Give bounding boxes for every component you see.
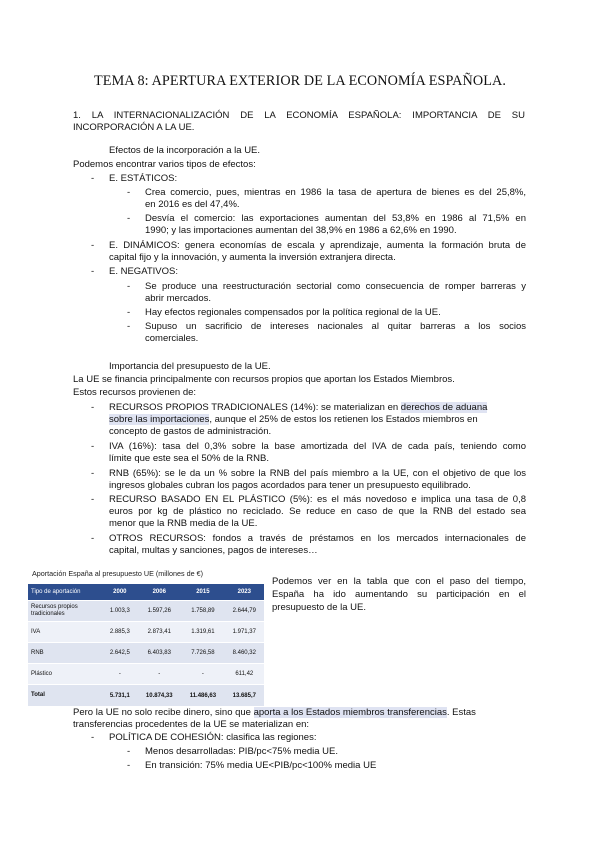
budget-intro-2: Estos recursos provienen de: [73, 387, 197, 398]
dinamicos-line2: capital fijo y la innovación, y aumenta la inversión extranjera directa. [109, 252, 396, 263]
bullet-dash: - [91, 402, 95, 413]
sub-bullet-dash: - [127, 281, 131, 292]
bullet-dash: - [91, 732, 95, 743]
recurso-3-line1: RNB (65%): se le da un % sobre la RNB del país miembro a la UE, con el objetivo de que los [109, 468, 526, 479]
table-cell: 6.403,83 [137, 643, 181, 664]
transfers-text-b: . Estas [446, 707, 476, 718]
recurso-4-line1: RECURSO BASADO EN EL PLÁSTICO (5%): es el más novedoso e implica una tasa de 0,8 [109, 494, 526, 505]
sub-bullet-dash: - [127, 213, 131, 224]
header-cell: 2023 [225, 584, 264, 601]
table-cell: 7.726,58 [181, 643, 224, 664]
table-header-row [28, 584, 264, 601]
highlight-importaciones: sobre las importaciones [109, 414, 210, 425]
row-label-line2: tradicionales [31, 611, 65, 617]
table-cell: 2.642,5 [102, 643, 137, 664]
effects-subheading: Efectos de la incorporación a la UE. [109, 145, 261, 156]
row-label: RNB [28, 643, 102, 664]
table-cell: 10.874,33 [137, 685, 181, 707]
budget-table [28, 584, 264, 707]
table-cell: - [102, 664, 137, 685]
transfers-line2: transferencias procedentes de la UE se materializan en: [73, 719, 310, 730]
header-cell: 2000 [102, 584, 137, 601]
side-note-line2: España ha ido aumentando su participación en el [272, 589, 526, 600]
recurso-1-line2 [109, 414, 478, 426]
recurso-4-line2: euros por kg de plástico no reciclado. Se reduce en caso de que la RNB del estado sea [109, 506, 526, 517]
negativo-3-line1: Supuso un sacrificio de intereses nacionales al quitar barreras a los socios [145, 321, 526, 332]
table-cell: - [137, 664, 181, 685]
cohesion-policy: POLÍTICA DE COHESIÓN: clasifica las regiones: [109, 732, 317, 743]
recurso-2-line1: IVA (16%): tasa del 0,3% sobre la base amortizada del IVA de cada país, teniendo como [109, 441, 526, 452]
header-cell: 2006 [137, 584, 181, 601]
table-total-row [28, 685, 264, 707]
recurso-1-text: RECURSOS PROPIOS TRADICIONALES (14%): se materializan en [109, 402, 401, 413]
highlight-transferencias: aporta a los Estados miembros transferencias [253, 707, 447, 718]
table-row [28, 643, 264, 664]
recurso-5-line1: OTROS RECURSOS: fondos a través de préstamos en los mercados internacionales de [109, 533, 526, 544]
bullet-dash: - [91, 494, 95, 505]
budget-intro-1: La UE se financia principalmente con recursos propios que aportan los Estados Miembros. [73, 374, 455, 385]
bullet-dash: - [91, 266, 95, 277]
bullet-dash: - [91, 468, 95, 479]
recurso-1-text-b: , aunque el 25% de estos los retienen los Estados miembros en [209, 414, 478, 425]
table-cell: 1.597,26 [137, 601, 181, 622]
estatico-1-line2: en 2016 es del 47,4%. [145, 199, 240, 210]
side-note-line1: Podemos ver en la tabla que con el paso del tiempo, [272, 576, 526, 587]
table-cell: 611,42 [225, 664, 264, 685]
transfers-line1 [73, 707, 476, 719]
dinamicos-line1: E. DINÁMICOS: genera economías de escala y aprendizaje, aumenta la formación bruta de [109, 240, 526, 251]
page-title: TEMA 8: APERTURA EXTERIOR DE LA ECONOMÍA ESPAÑOLA. [94, 73, 506, 89]
negativo-1-line1: Se produce una reestructuración sectorial como consecuencia de romper barreras y [145, 281, 526, 292]
bullet-dash: - [91, 240, 95, 251]
row-label: IVA [28, 622, 102, 643]
negativo-3-line2: comerciales. [145, 333, 199, 344]
recurso-1-line3: concepto de gastos de administración. [109, 426, 272, 437]
table-cell: 2.873,41 [137, 622, 181, 643]
recurso-1-line1 [109, 402, 487, 414]
table-cell: 2.644,79 [225, 601, 264, 622]
table-cell: 8.460,32 [225, 643, 264, 664]
recurso-4-line3: menor que la RNB media de la UE. [109, 518, 258, 529]
table-cell: 2.885,3 [102, 622, 137, 643]
table-caption: Aportación España al presupuesto UE (millones de €) [32, 569, 203, 578]
table-cell: 11.486,63 [181, 685, 224, 707]
sub-bullet-dash: - [127, 187, 131, 198]
sub-bullet-dash: - [127, 321, 131, 332]
recurso-2-line2: límite que este sea el 50% de la RNB. [109, 453, 270, 464]
table-row [28, 664, 264, 685]
side-note-line3: presupuesto de la UE. [272, 602, 367, 613]
sub-bullet-dash: - [127, 760, 131, 771]
table-cell: - [181, 664, 224, 685]
effects-negativos: E. NEGATIVOS: [109, 266, 178, 277]
estatico-2-line1: Desvía el comercio: las exportaciones aumentan del 53,8% en 1986 al 71,5% en [145, 213, 526, 224]
bullet-dash: - [91, 173, 95, 184]
row-label-line1: Recursos propios [31, 604, 78, 610]
negativo-2: Hay efectos regionales compensados por la política regional de la UE. [145, 307, 441, 318]
table-cell: 5.731,1 [102, 685, 137, 707]
table-row [28, 622, 264, 643]
highlight-derechos-aduana: derechos de aduana [400, 402, 488, 413]
table-cell: 1.003,3 [102, 601, 137, 622]
transfers-text: Pero la UE no solo recibe dinero, sino que [73, 707, 254, 718]
table-cell: 1.758,89 [181, 601, 224, 622]
effects-intro: Podemos encontrar varios tipos de efectos: [73, 159, 256, 170]
section-heading-line1: 1. LA INTERNACIONALIZACIÓN DE LA ECONOMÍA ESPAÑOLA: IMPORTANCIA DE SU [73, 110, 525, 121]
sub-bullet-dash: - [127, 307, 131, 318]
bullet-dash: - [91, 533, 95, 544]
header-cell: 2015 [181, 584, 224, 601]
table-cell: 13.685,7 [225, 685, 264, 707]
recurso-3-line2: ingresos globales cubran los pagos acordados para tener un presupuesto equilibrado. [109, 480, 471, 491]
table-row [28, 601, 264, 622]
cohesion-item-2: En transición: 75% media UE<PIB/pc<100% media UE [145, 760, 377, 771]
recurso-5-line2: capital, multas y sanciones, pagos de intereses… [109, 545, 318, 556]
effects-estaticos: E. ESTÁTICOS: [109, 173, 178, 184]
row-label [28, 601, 102, 622]
table-cell: 1.319,61 [181, 622, 224, 643]
budget-subheading: Importancia del presupuesto de la UE. [109, 361, 271, 372]
table-cell: 1.971,37 [225, 622, 264, 643]
bullet-dash: - [91, 441, 95, 452]
section-heading-line2: INCORPORACIÓN A LA UE. [73, 122, 195, 133]
estatico-1-line1: Crea comercio, pues, mientras en 1986 la tasa de apertura de bienes es del 25,8%, [145, 187, 526, 198]
total-label: Total [28, 685, 102, 707]
header-cell: Tipo de aportación [28, 584, 102, 601]
row-label: Plástico [28, 664, 102, 685]
cohesion-item-1: Menos desarrolladas: PIB/pc<75% media UE. [145, 746, 339, 757]
negativo-1-line2: abrir mercados. [145, 293, 211, 304]
estatico-2-line2: 1990; y las importaciones aumentan del 38,9% en 1986 a 62,6% en 1990. [145, 225, 457, 236]
sub-bullet-dash: - [127, 746, 131, 757]
